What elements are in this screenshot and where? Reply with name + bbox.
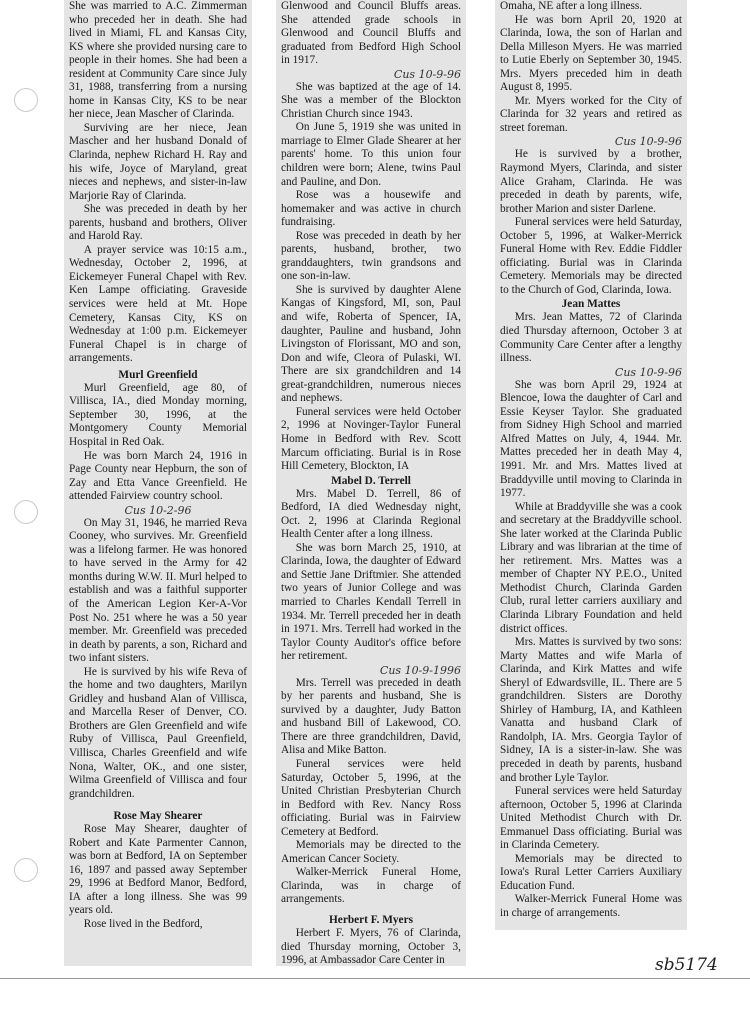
greenfield-obituary [69,368,247,801]
paragraph: She was born March 25, 1910, at Clarinda, Iowa, the daughter of Edward and Settie Jane Driftmier. She attended two years of Junior College and was married to Charles Kendall Terrell in 1934. Mr. Terrell preceded her in death in 1971. Mrs. Terrell had worked in the Taylor County Auditor's office before her retirement. [281,541,461,663]
paragraph: Memorials may be directed to the American Cancer Society. [281,839,461,865]
mattes-obituary [500,297,682,920]
paragraph: Memorials may be directed to Iowa's Rural Letter Carriers Auxiliary Education Fund. [500,852,682,892]
paragraph: Funeral services were held October 2, 1996 at Novinger-Taylor Funeral Home in Bedford with Rev. Scott Marcum officiating. Burial is in Rose Hill Cemetery, Blockton, IA [281,405,461,473]
paragraph: On June 5, 1919 she was united in marriage to Elmer Glade Shearer at her parents' home. To this union four children were born; Alene, twins Paul and Pauline, and Don. [281,121,461,188]
paragraph: Omaha, NE after a long illness. [500,0,643,12]
paragraph: Rose lived in the Bedford, [83,918,203,930]
paragraph: He was born April 20, 1920 at Clarinda, Iowa, the son of Harlan and Della Milleson Myers. He was married to Lutie Eberly on September 30, 1945. Mrs. Myers preceded him in death August 8, 1995. [500,13,682,94]
paragraph: She was married to A.C. Zimmerman who preceded her in death. She had lived in Miami, FL and Kansas City, KS where she provided nursing care to people in their homes. She had been a resident at Community Care since July 31, 1988, transferring from a nursing home in Kansas City, KS to be near her niece, Jean Mascher of Clarinda. [69,0,247,121]
myers-obituary-start [281,913,461,968]
binder-hole [14,500,38,524]
column-3 [495,0,687,930]
handwritten-date-note: Cus 10-9-96 [393,67,461,81]
paragraph: Mrs. Mabel D. Terrell, 86 of Bedford, IA died Wednesday night, Oct. 2, 1996 at Clarinda Regional Health Center after a long illness. [281,487,461,541]
obituary-heading: Mabel D. Terrell [331,474,411,487]
paragraph: Funeral services were held Saturday, October 5, 1996, at Walker-Merrick Funeral Home with Rev. Eddie Fiddler officiating. Burial was in Clarinda Cemetery. Memorials may be directed to the Church of God, Clarinda, Iowa. [500,216,682,296]
paragraph: While at Braddyville she was a cook and secretary at the Braddyville school. She later worked at the Clarinda Public Library and was librarian at the time of her retirement. Mrs. Mattes was a member of Chapter NY P.E.O., United Methodist Church, Clarinda Garden Club, rural letter carriers auxiliary and Clarinda Library Foundation and held district offices. [500,500,682,635]
obituary-heading: Herbert F. Myers [329,914,413,926]
paragraph: Mr. Myers worked for the City of Clarinda for 32 years and retired as street foreman. [500,94,682,134]
paragraph: She is survived by daughter Alene Kangas of Kingsford, MI, son, Paul and wife, Roberta of Spencer, IA, daughter, Pauline and husband, John Livingston of Florissant, MO and son, Don and wife, Cleora of Pulaski, WI. There are six grandchildren and 14 great-grandchildren, numerous nieces and nephews. [281,283,461,405]
terrell-obituary [281,474,461,907]
handwritten-date-note: Cus 10-9-96 [614,135,682,149]
column-2 [276,0,466,966]
paragraph: She was born April 29, 1924 at Blencoe, Iowa the daughter of Carl and Essie Keyser Taylor. She graduated from Sidney High School and married Alfred Mattes on July, 4, 1944. Mr. Mattes preceded her in death May 4, 1991. Mr. and Mrs. Mattes lived at Braddyville until moving to Clarinda in 1977. [500,378,682,500]
paragraph: He is survived by a brother, Raymond Myers, Clarinda, and sister Alice Graham, Clarinda. He was preceded in death by parents, wife, brother Marion and sister Darlene. [500,148,682,215]
handwritten-date-note: Cus 10-2-96 [124,503,192,517]
column-1 [64,0,252,966]
paragraph: Surviving are her niece, Jean Mascher and her husband Donald of Clarinda, nephew Richard H. Ray and his wife, Joyce of Maryland, great nieces and nephews, and sister-in-law Marjorie Ray of Clarinda. [69,121,247,202]
handwritten-date-note: Cus 10-9-96 [614,365,682,379]
myers-obituary-continuation [500,0,682,297]
paragraph: He is survived by his wife Reva of the home and two daughters, Marilyn Gridley and husband Alan of Villisca, and Marcella Reser of Denver, CO. Brothers are Glen Greenfield and wife Ruby of Villisca, Paul Greenfield, Villisca, Charles Greenfield and wife Nona, Walter, OK., and one sister, Wilma Greenfield of Villisca and four grandchildren. [69,665,247,800]
handwritten-date-note: Cus 10-9-1996 [379,663,461,677]
shearer-obituary-continuation [281,0,461,474]
binder-hole [14,858,38,882]
paragraph: Glenwood and Council Bluffs areas. She attended grade schools in Glenwood and Council Bluffs and graduated from Bedford High School in 1917. [281,0,461,67]
paragraph: Mrs. Mattes is survived by two sons: Marty Mattes and wife Marla of Clarinda, and Kirk Mattes and wife Sheryl of Edwardsville, IL. There are 5 grandchildren. Sisters are Dorothy Shirley of Hamburg, IA, and Kathleen Vanatta and husband Clark of Randolph, IA. Mrs. Georgia Taylor of Sidney, IA is a sister-in-law. She was preceded in death by parents, husband and brother Lyle Taylor. [500,636,682,784]
obituary-heading: Jean Mattes [561,298,621,311]
paragraph: Mrs. Terrell was preceded in death by her parents and husband, She is survived by a daughter, Judy Batton and husband Bill of Lakewood, CO. There are three grandchildren, David, Alisa and Mike Batton. [281,676,461,757]
paragraph: He was born March 24, 1916 in Page County near Hepburn, the son of Zay and Etta Vance Greenfield. He attended Fairview country school. [69,449,247,503]
page-bottom-edge [0,978,750,979]
paragraph: She was preceded in death by her parents, husband and brothers, Oliver and Harold Ray. [69,203,247,243]
paragraph: She was baptized at the age of 14. She was a member of the Blockton Christian Church since 1943. [281,80,461,120]
obituary-heading: Rose May Shearer [113,810,203,823]
paragraph: Herbert F. Myers, 76 of Clarinda, died Thursday morning, October 3, 1996, at Ambassador Care Center in [281,927,461,967]
paragraph: Walker-Merrick Funeral Home, Clarinda, was in charge of arrangements. [281,866,461,906]
shearer-obituary-start [69,809,247,931]
paragraph: Mrs. Jean Mattes, 72 of Clarinda died Thursday afternoon, October 3 at Community Care Center after a lengthy illness. [500,311,682,365]
binder-hole [14,88,38,112]
paragraph: Rose May Shearer, daughter of Robert and Kate Parmenter Cannon, was born at Bedford, IA on September 16, 1897 and passed away September 29, 1996 at Bedford Manor, Bedford, IA after a long illness. She was 99 years old. [69,823,247,917]
paragraph: Walker-Merrick Funeral Home was in charge of arrangements. [500,893,682,919]
handwritten-catalog-number: sb5174 [655,955,718,975]
paragraph: Funeral services were held Saturday afternoon, October 5, 1996 at Clarinda United Methodist Church with Dr. Emmanuel Dass officiating. Burial was in Clarinda Cemetery. [500,785,682,852]
paragraph: On May 31, 1946, he married Reva Cooney, who survives. Mr. Greenfield was a lifelong farmer. He was honored to have served in the Army for 42 months during W.W. II. Murl helped to establish and was a faithful supporter of the American Legion Ker-A-Vor Post No. 251 where he was a 50 year member. Mr. Greenfield was preceded in death by parents, a son, Richard and two infant sisters. [69,516,247,665]
paragraph: A prayer service was 10:15 a.m., Wednesday, October 2, 1996, at Eickemeyer Funeral Chapel with Rev. Ken Lampe officiating. Graveside services were held at Mt. Hope Cemetery, Kansas City, KS on Wednesday at 1:00 p.m. Eickemeyer Funeral Chapel is in charge of arrangements. [69,243,247,365]
paragraph: Funeral services were held Saturday, October 5, 1996, at the United Christian Presbyterian Church in Bedford with Rev. Nancy Ross officiating. Burial was in Fairview Cemetery at Bedford. [281,757,461,838]
zimmerman-obituary-continuation [69,0,247,366]
paragraph: Murl Greenfield, age 80, of Villisca, IA., died Monday morning, September 30, 1996, at the Montgomery County Memorial Hospital in Red Oak. [69,381,247,448]
obituary-heading: Murl Greenfield [118,368,198,381]
paragraph: Rose was a housewife and homemaker and was active in church fundraising. [281,189,461,229]
paragraph: Rose was preceded in death by her parents, husband, brother, two granddaughters, twin grandsons and one son-in-law. [281,229,461,283]
